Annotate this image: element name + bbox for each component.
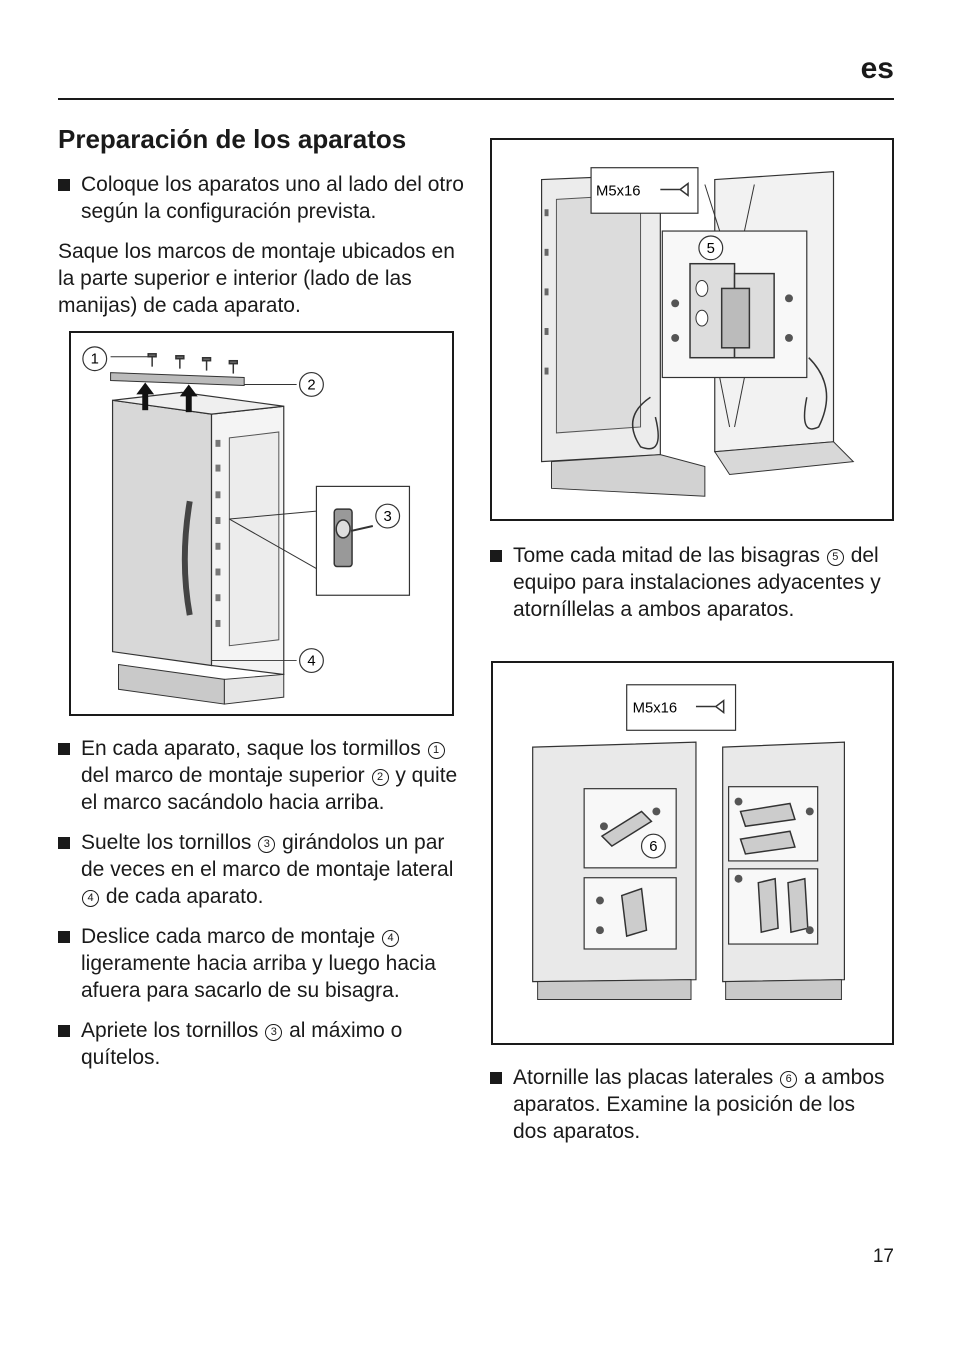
- side-plates-illustration: [493, 663, 892, 1043]
- right-column-hinge-step: [490, 542, 894, 636]
- callout-3: 3: [383, 509, 392, 526]
- page-number: 17: [872, 1246, 894, 1267]
- language-code: es: [860, 52, 894, 85]
- screw-size-label: M5x16: [632, 700, 678, 717]
- callout-1: 1: [90, 351, 99, 368]
- figure-hinge-halves: [490, 138, 894, 521]
- paragraph-remove-frames: Saque los marcos de montaje ubicados en la parte superior e interior (lado de las manijas) de cada aparato.: [58, 240, 455, 317]
- figure-side-plates: [491, 661, 894, 1045]
- callout-2: 2: [307, 377, 316, 394]
- bullet-attach-hinges: Tome cada mitad de las bisagras 5 del equipo para instalaciones adyacentes y atorníllelas a ambos aparatos.: [490, 542, 894, 623]
- left-column-intro: [58, 171, 468, 332]
- callout-4: 4: [307, 653, 316, 670]
- bullet-place-appliances: Coloque los aparatos uno al lado del otro según la configuración prevista.: [58, 171, 468, 225]
- bullet-attach-plates: Atornille las placas laterales 6 a ambos aparatos. Examine la posición de los dos aparatos.: [490, 1064, 894, 1145]
- header-rule: [58, 98, 894, 100]
- screw-size-label: M5x16: [596, 183, 641, 200]
- bullet-slide-frame: Deslice cada marco de montaje 4 ligeramente hacia arriba y luego hacia afuera para sacarlo de su bisagra.: [58, 923, 468, 1004]
- top-screws: [148, 354, 237, 374]
- bullet-remove-top-screws: En cada aparato, saque los tormillos 1 del marco de montaje superior 2 y quite el marco sacándolo hacia arriba.: [58, 735, 468, 816]
- section-title: Preparación de los aparatos: [58, 124, 407, 154]
- callout-6: 6: [649, 839, 658, 856]
- appliance-frame-illustration: [71, 333, 452, 714]
- right-column-plates-step: [490, 1064, 894, 1158]
- callout-5: 5: [706, 240, 715, 257]
- hinge-illustration: [492, 140, 892, 519]
- left-column-steps: [58, 735, 468, 1084]
- bullet-loosen-screws: Suelte los tornillos 3 girándolos un par de veces en el marco de montaje lateral 4 de cada aparato.: [58, 829, 468, 910]
- bullet-tighten-screws: Apriete los tornillos 3 al máximo o quítelos.: [58, 1017, 468, 1071]
- figure-appliance-frame: [69, 331, 454, 716]
